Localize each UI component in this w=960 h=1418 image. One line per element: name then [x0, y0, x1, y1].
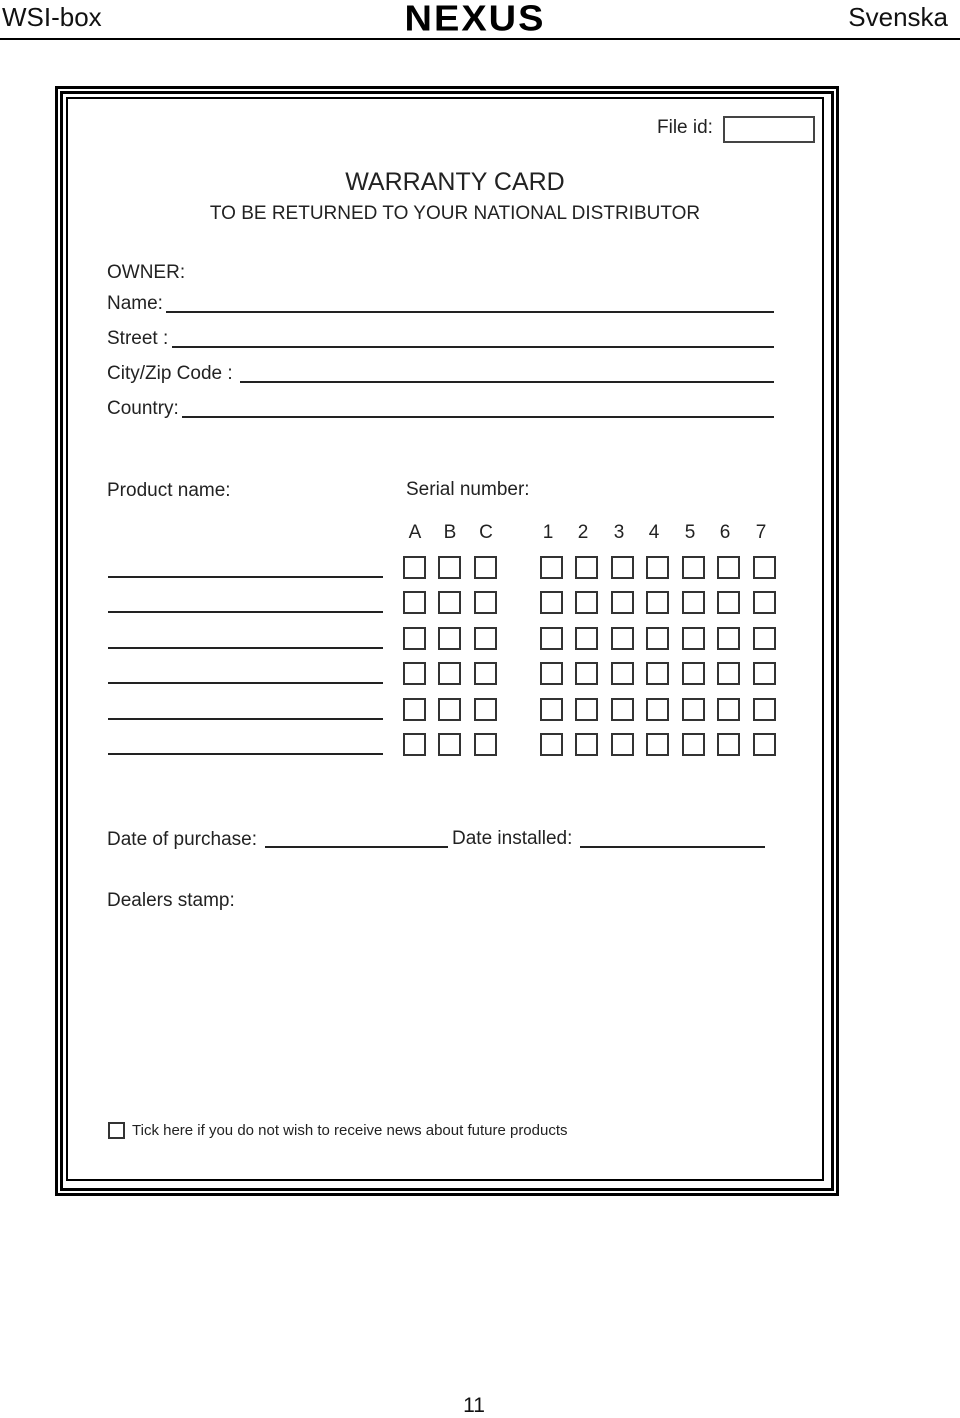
card-subtitle: TO BE RETURNED TO YOUR NATIONAL DISTRIBUTOR: [209, 203, 701, 224]
product-name-field-1[interactable]: [108, 576, 383, 578]
owner-heading: OWNER:: [107, 262, 186, 283]
serial-box-row6-4[interactable]: [646, 733, 669, 756]
street-label: Street :: [107, 328, 169, 349]
serial-box-row4-7[interactable]: [753, 662, 776, 685]
serial-box-row2-b[interactable]: [438, 591, 461, 614]
opt-out-label: Tick here if you do not wish to receive news about future products: [132, 1122, 568, 1139]
date-of-purchase-label: Date of purchase:: [107, 829, 257, 850]
serial-box-row5-a[interactable]: [403, 698, 426, 721]
serial-box-row2-7[interactable]: [753, 591, 776, 614]
country-field[interactable]: [182, 416, 774, 418]
street-field[interactable]: [172, 346, 774, 348]
opt-out-checkbox[interactable]: [108, 1122, 125, 1139]
serial-box-row6-5[interactable]: [682, 733, 705, 756]
serial-box-row1-b[interactable]: [438, 556, 461, 579]
serial-box-row5-2[interactable]: [575, 698, 598, 721]
serial-box-row4-6[interactable]: [717, 662, 740, 685]
serial-box-row2-5[interactable]: [682, 591, 705, 614]
serial-box-row6-a[interactable]: [403, 733, 426, 756]
file-id-field[interactable]: [723, 116, 815, 143]
serial-box-row4-c[interactable]: [474, 662, 497, 685]
date-installed-label: Date installed:: [452, 828, 573, 849]
product-name-field-5[interactable]: [108, 718, 383, 720]
serial-col-4: 4: [648, 522, 660, 543]
serial-box-row3-2[interactable]: [575, 627, 598, 650]
serial-box-row5-5[interactable]: [682, 698, 705, 721]
product-name-field-6[interactable]: [108, 753, 383, 755]
serial-box-row1-4[interactable]: [646, 556, 669, 579]
serial-box-row4-a[interactable]: [403, 662, 426, 685]
city-zip-label: City/Zip Code :: [107, 363, 233, 384]
serial-box-row2-2[interactable]: [575, 591, 598, 614]
serial-box-row5-c[interactable]: [474, 698, 497, 721]
serial-box-row4-b[interactable]: [438, 662, 461, 685]
serial-col-1: 1: [542, 522, 554, 543]
product-name-field-3[interactable]: [108, 647, 383, 649]
serial-box-row2-3[interactable]: [611, 591, 634, 614]
serial-box-row1-7[interactable]: [753, 556, 776, 579]
serial-box-row4-4[interactable]: [646, 662, 669, 685]
dealers-stamp-label: Dealers stamp:: [107, 890, 235, 911]
serial-box-row2-1[interactable]: [540, 591, 563, 614]
serial-box-row1-2[interactable]: [575, 556, 598, 579]
serial-col-a: A: [408, 522, 422, 543]
serial-box-row1-1[interactable]: [540, 556, 563, 579]
serial-col-6: 6: [719, 522, 731, 543]
product-name-label: Product name:: [107, 480, 231, 501]
serial-col-7: 7: [755, 522, 767, 543]
serial-box-row5-b[interactable]: [438, 698, 461, 721]
serial-box-row2-6[interactable]: [717, 591, 740, 614]
page-number: 11: [463, 1394, 485, 1417]
serial-box-row3-3[interactable]: [611, 627, 634, 650]
serial-box-row3-c[interactable]: [474, 627, 497, 650]
serial-box-row3-4[interactable]: [646, 627, 669, 650]
serial-box-row3-b[interactable]: [438, 627, 461, 650]
serial-box-row5-1[interactable]: [540, 698, 563, 721]
serial-col-3: 3: [613, 522, 625, 543]
header-divider: [0, 38, 960, 40]
serial-box-row6-3[interactable]: [611, 733, 634, 756]
name-field[interactable]: [166, 311, 774, 313]
serial-col-c: C: [479, 522, 493, 543]
nexus-logo: [338, 0, 613, 36]
serial-box-row6-7[interactable]: [753, 733, 776, 756]
serial-box-row1-5[interactable]: [682, 556, 705, 579]
serial-box-row4-5[interactable]: [682, 662, 705, 685]
name-label: Name:: [107, 293, 163, 314]
serial-box-row5-7[interactable]: [753, 698, 776, 721]
serial-box-row6-b[interactable]: [438, 733, 461, 756]
serial-box-row6-2[interactable]: [575, 733, 598, 756]
serial-box-row5-4[interactable]: [646, 698, 669, 721]
serial-box-row1-6[interactable]: [717, 556, 740, 579]
serial-box-row1-a[interactable]: [403, 556, 426, 579]
serial-box-row2-c[interactable]: [474, 591, 497, 614]
serial-col-b: B: [443, 522, 457, 543]
header-language: Svenska: [848, 2, 948, 32]
serial-box-row4-1[interactable]: [540, 662, 563, 685]
serial-box-row3-5[interactable]: [682, 627, 705, 650]
serial-box-row2-4[interactable]: [646, 591, 669, 614]
serial-box-row5-3[interactable]: [611, 698, 634, 721]
card-title: WARRANTY CARD: [345, 168, 565, 196]
serial-box-row6-6[interactable]: [717, 733, 740, 756]
country-label: Country:: [107, 398, 179, 419]
product-name-field-4[interactable]: [108, 682, 383, 684]
serial-box-row5-6[interactable]: [717, 698, 740, 721]
file-id-label: File id:: [657, 117, 713, 138]
serial-col-5: 5: [684, 522, 696, 543]
serial-box-row6-1[interactable]: [540, 733, 563, 756]
svg-text:NEXUS: NEXUS: [404, 0, 546, 36]
city-zip-field[interactable]: [240, 381, 774, 383]
header-product-name: WSI-box: [2, 2, 102, 32]
serial-col-2: 2: [577, 522, 589, 543]
serial-box-row3-7[interactable]: [753, 627, 776, 650]
serial-box-row3-6[interactable]: [717, 627, 740, 650]
product-name-field-2[interactable]: [108, 611, 383, 613]
date-of-purchase-field[interactable]: [265, 846, 448, 848]
serial-box-row3-1[interactable]: [540, 627, 563, 650]
serial-box-row6-c[interactable]: [474, 733, 497, 756]
serial-box-row2-a[interactable]: [403, 591, 426, 614]
serial-box-row4-3[interactable]: [611, 662, 634, 685]
serial-box-row4-2[interactable]: [575, 662, 598, 685]
serial-box-row1-3[interactable]: [611, 556, 634, 579]
serial-box-row1-c[interactable]: [474, 556, 497, 579]
serial-number-label: Serial number:: [406, 479, 530, 500]
serial-box-row3-a[interactable]: [403, 627, 426, 650]
date-installed-field[interactable]: [580, 846, 765, 848]
dealers-stamp-area: [108, 930, 768, 1100]
